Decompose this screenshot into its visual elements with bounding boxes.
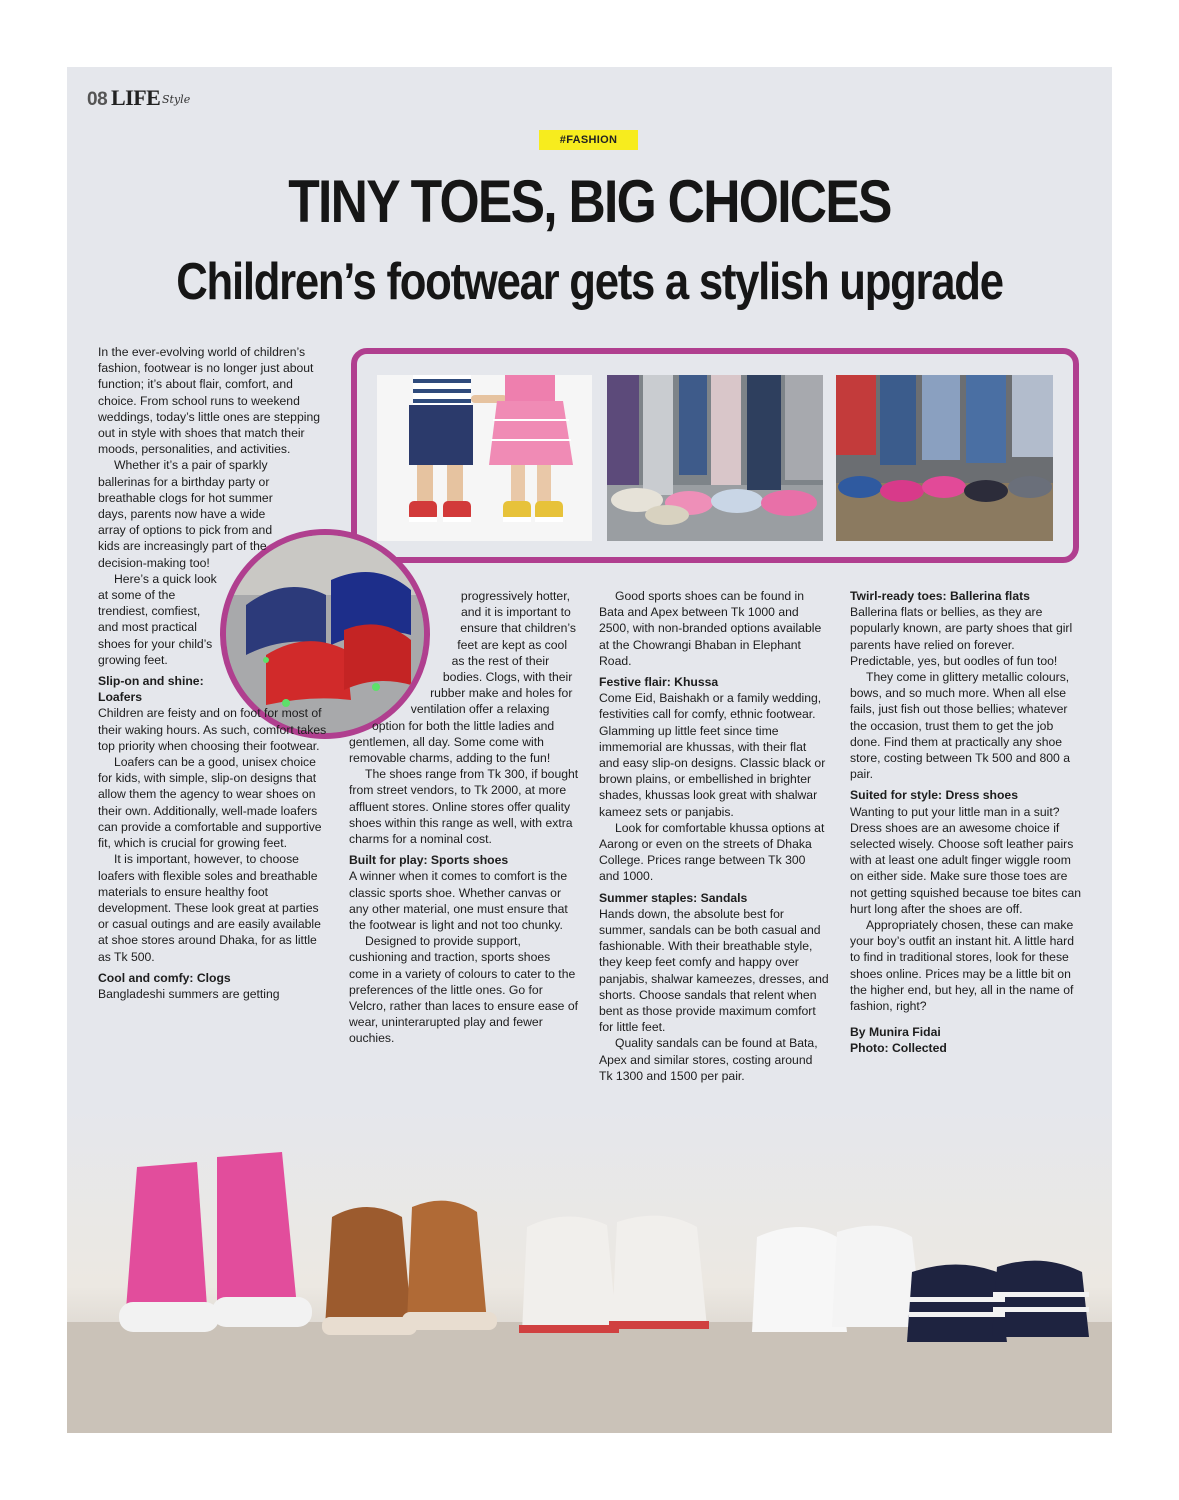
- paragraph: Look for comfortable khussa options at Aarong or even on the streets of Dhaka College. Prices range between Tk 300 and 1000.: [599, 820, 825, 884]
- section-tag: #FASHION: [539, 130, 638, 150]
- paragraph: Loafers can be a good, unisex choice for kids, with simple, slip-on designs that allow them the agency to wear shoes on their own. Additionally, well-made loafers can provide a comfortable and supportive fit, which is crucial for growing feet.: [98, 755, 322, 851]
- article-column-4: [850, 588, 1082, 1057]
- subhead-loafers: Slip-on and shine: Loafers: [98, 674, 204, 705]
- subhead-dress-shoes: Suited for style: Dress shoes: [850, 788, 1018, 803]
- paragraph: In the ever-evolving world of children’s fashion, footwear is no longer just about function; it’s about flair, comfort, and choice. From school runs to weekend weddings, today’s little ones are stepping out in style with shoes that match their moods, personalities, and activities.: [98, 345, 320, 457]
- photo-kids-sneakers: [607, 375, 823, 541]
- paragraph: Children are feisty and on foot for most of their waking hours. As such, comfort takes top priority when choosing their footwear.: [98, 706, 327, 753]
- paragraph: Appropriately chosen, these can make your boy’s outfit an instant hit. A little hard to find in traditional stores, look for these shoes online. Prices may be a little bit on the higher end, but hey, all in the name of fashion, right?: [850, 918, 1075, 1014]
- headline: TINY TOES, BIG CHOICES: [288, 168, 891, 235]
- paragraph: Bangladeshi summers are getting: [98, 986, 280, 1001]
- photo-credit: Photo: Collected: [850, 1041, 947, 1056]
- subheadline: Children’s footwear gets a stylish upgrade: [176, 253, 1003, 311]
- subhead-ballerina-flats: Twirl-ready toes: Ballerina flats: [850, 589, 1030, 603]
- life-logo: LIFE: [111, 85, 161, 110]
- magazine-page: [67, 67, 1112, 1433]
- paragraph: A winner when it comes to comfort is the classic sports shoe. Whether canvas or any other material, one must ensure that the footwear is light and not too chunky.: [349, 869, 568, 933]
- byline: By Munira Fidai: [850, 1025, 941, 1040]
- paragraph: They come in glittery metallic colours, bows, and so much more. When all else fails, just fish out those bellies; whatever the occasion, trust them to get the job done. Find them at practically any shoe store, costing between Tk 500 and 800 a pair.: [850, 670, 1070, 782]
- subhead-sports-shoes: Built for play: Sports shoes: [349, 853, 509, 868]
- paragraph: progressively hotter, and it is important to ensure that children’s feet are kept as cool as the rest of their bodies. Clogs, with their rubber make and holes for ventilation offer a relaxing option for both the little ladies and gentlemen, all day. Some come with removable charms, adding to the fun!: [349, 589, 576, 766]
- paragraph: Hands down, the absolute best for summer, sandals can be both casual and fashionable. With their breathable style, they keep feet comfy and happy over panjabis, shalwar kameezes, dresses, and shorts. Choose sandals that relent when bent as those provide maximum comfort for little feet.: [599, 906, 829, 1035]
- article-column-3: [599, 588, 829, 1084]
- paragraph: Designed to provide support, cushioning and traction, sports shoes come in a variety of colours to cater to the preferences of the little ones. Go for Velcro, rather than laces to ensure ease of wear, uninterarupted play and fewer ouchies.: [349, 934, 578, 1046]
- paragraph: Whether it’s a pair of sparkly ballerinas for a birthday party or breathable clogs for hot summer days, parents now have a wide array of options to pick from and kids are increasingly part of the decision-making too!: [98, 458, 273, 570]
- photo-kids-canvas-shoes: [836, 375, 1053, 541]
- paragraph: Ballerina flats or bellies, as they are popularly known, are party shoes that girl parents have relied on forever. Predictable, yes, but oodles of fun too!: [850, 605, 1073, 668]
- subhead-khussa: Festive flair: Khussa: [599, 675, 719, 690]
- paragraph: Good sports shoes can be found in Bata and Apex between Tk 1000 and 2500, with non-branded options available at the Chowrangi Bhaban in Elephant Road.: [599, 589, 822, 668]
- paragraph: It is important, however, to choose loafers with flexible soles and breathable materials to ensure healthy foot development. These look great at parties or casual outings and are easily available at shoe stores around Dhaka, for as little as Tk 500.: [98, 852, 321, 964]
- paragraph: Quality sandals can be found at Bata, Apex and similar stores, costing around Tk 1300 and 1500 per pair.: [599, 1036, 818, 1083]
- paragraph: Wanting to put your little man in a suit? Dress shoes are an awesome choice if selected wisely. Choose soft leather pairs with at least one adult finger wiggle room on either side. Make sure those toes are not getting squished because toe bites can hurt long after the shoes are off.: [850, 804, 1082, 916]
- subhead-clogs: Cool and comfy: Clogs: [98, 970, 231, 985]
- photo-kids-holding-hands: [377, 375, 592, 541]
- paragraph: Come Eid, Baishakh or a family wedding, festivities call for comfy, ethnic footwear. Glamming up little feet since time immemorial are khussas, with their flat and easy slip-on designs. Classic black or brown plains, or embellished in brighter shades, khussas look great with shalwar kameez sets or panjabis.: [599, 691, 826, 819]
- photo-baby-shoes-row: [67, 1107, 1112, 1433]
- article-column-2: [349, 588, 580, 1047]
- subhead-sandals: Summer staples: Sandals: [599, 890, 748, 905]
- paragraph: Here’s a quick look at some of the trendiest, comfiest, and most practical shoes for your child’s growing feet.: [98, 571, 217, 667]
- article-column-1: [98, 344, 327, 1002]
- page-number: 08: [87, 89, 108, 110]
- life-logo-style: Style: [162, 93, 191, 106]
- paragraph: The shoes range from Tk 300, if bought from street vendors, to Tk 2000, at more affluent stores. Online stores offer quality shoes within this range as well, with extra charms for a nominal cost.: [349, 767, 579, 847]
